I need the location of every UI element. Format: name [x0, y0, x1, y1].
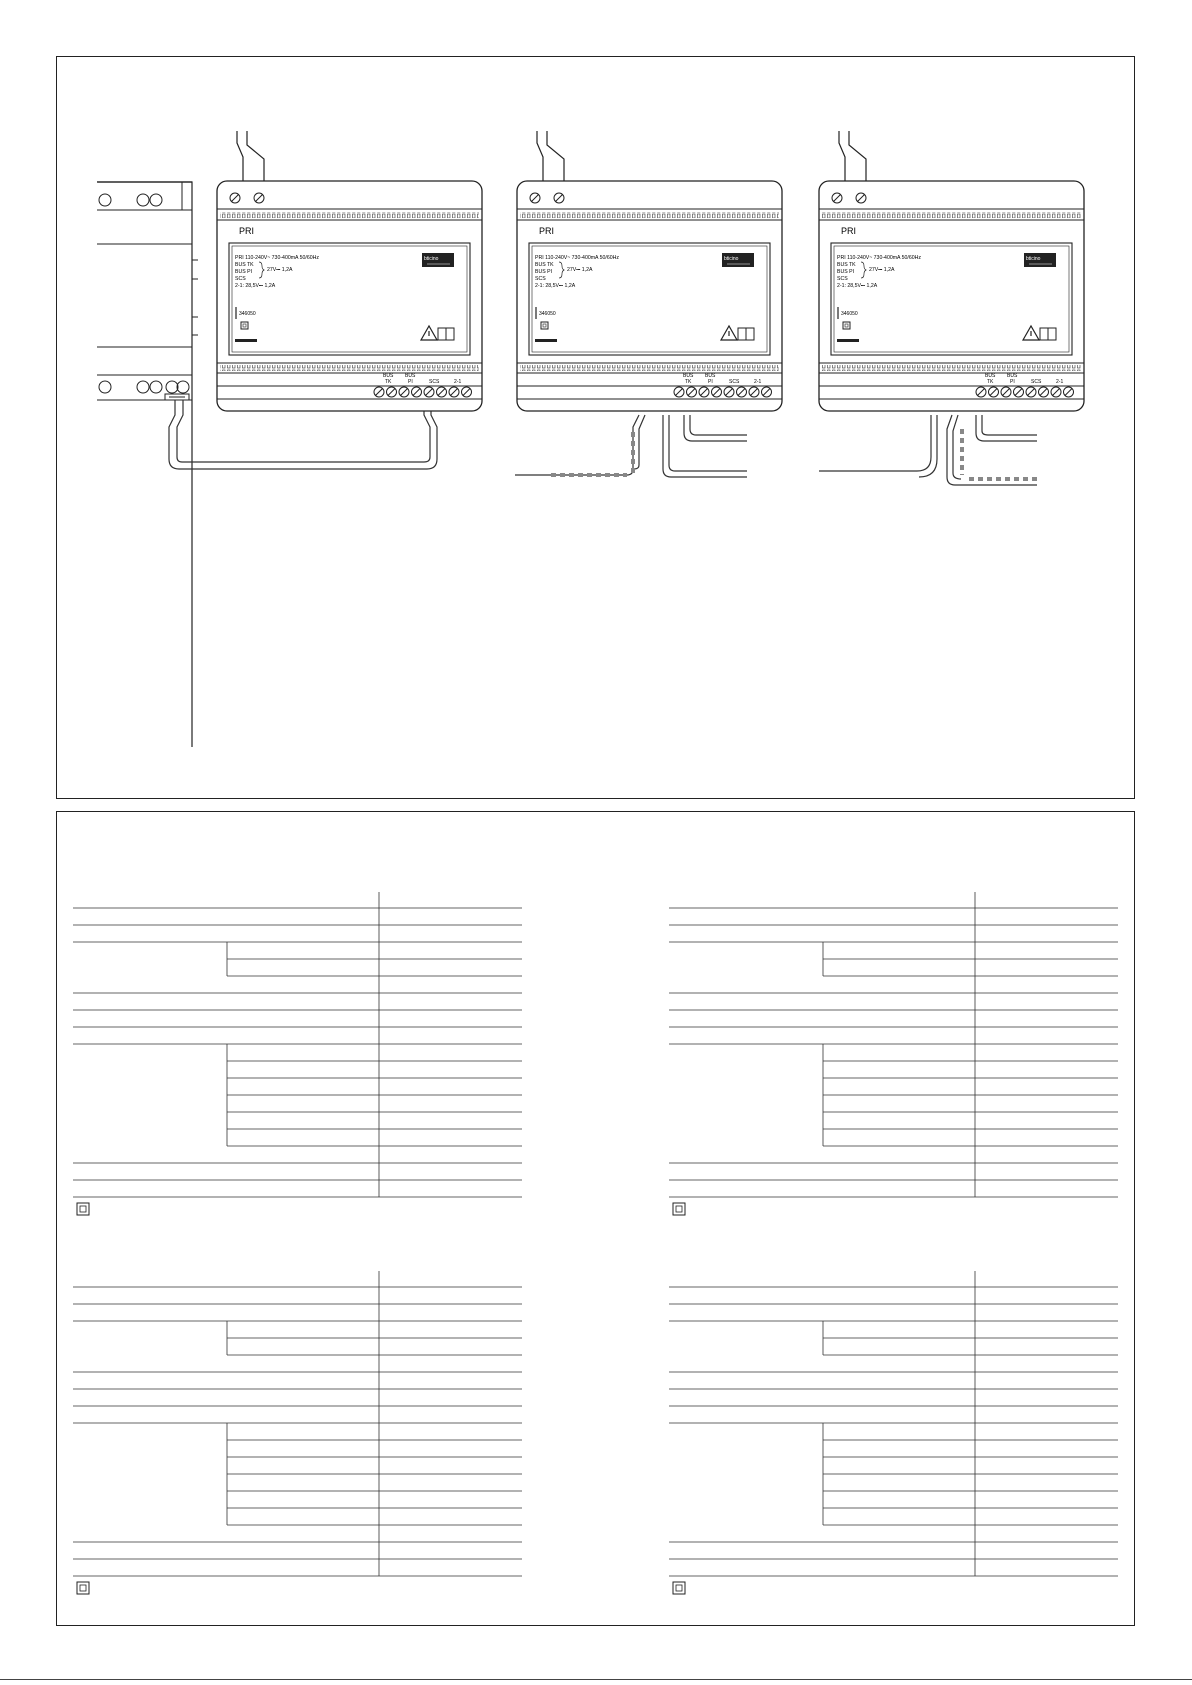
wiring-diagram	[57, 57, 1134, 798]
double-square-icon	[77, 1203, 89, 1215]
spec-text: BUS TK	[535, 262, 554, 268]
terminal-label: SCS	[429, 379, 440, 385]
spec-text: SCS	[535, 276, 546, 282]
spec-text: BUS PI	[535, 269, 553, 275]
spec-text: 2-1: 28,5V⎓ 1,2A	[535, 283, 576, 289]
brand-logo-text: bticino	[1026, 256, 1041, 262]
spec-text: BUS PI	[837, 269, 855, 275]
power-supply-devices	[217, 131, 1084, 411]
technical-data-table	[669, 892, 1118, 1215]
vent-slots	[520, 212, 779, 218]
technical-data-table	[73, 1271, 522, 1594]
pri-label: PRI	[539, 226, 555, 236]
brand-mark	[235, 339, 257, 342]
bus-output-spec: 27V⎓ 1,2A	[267, 267, 293, 273]
product-code: 346050	[539, 311, 556, 317]
power-supply-346050	[217, 131, 482, 411]
double-square-icon	[673, 1203, 685, 1215]
terminal-label: BUS	[705, 373, 716, 379]
brand-mark	[837, 339, 859, 342]
spec-text: 2-1: 28,5V⎓ 1,2A	[235, 283, 276, 289]
terminal-label: 2-1	[1056, 379, 1064, 385]
vent-slots	[220, 365, 479, 371]
adjacent-module	[97, 182, 198, 747]
terminal-label: PI	[1010, 379, 1015, 385]
vent-slots	[220, 212, 479, 218]
terminal-label: 2-1	[454, 379, 462, 385]
technical-data-table	[669, 1271, 1118, 1594]
spec-text: PRI 110-240V~ 730-400mA 50/60Hz	[235, 255, 319, 261]
vent-slots	[822, 365, 1081, 371]
terminal-label: TK	[987, 379, 994, 385]
mains-input-wires	[537, 131, 564, 183]
terminal-label: SCS	[729, 379, 740, 385]
terminal-label: BUS	[985, 373, 996, 379]
technical-data-panel	[56, 811, 1135, 1626]
terminal-label: SCS	[1031, 379, 1042, 385]
double-square-icon	[673, 1582, 685, 1594]
power-supply-346050	[819, 131, 1084, 411]
brand-logo-text: bticino	[724, 256, 739, 262]
bus-output-spec: 27V⎓ 1,2A	[567, 267, 593, 273]
bus-output-spec: 27V⎓ 1,2A	[869, 267, 895, 273]
power-supply-346050	[517, 131, 782, 411]
page-bottom-rule	[0, 1679, 1192, 1680]
double-square-icon	[77, 1582, 89, 1594]
wiring-diagram-panel	[56, 56, 1135, 799]
terminal-label: PI	[708, 379, 713, 385]
brand-logo-text: bticino	[424, 256, 439, 262]
terminal-label: 2-1	[754, 379, 762, 385]
spec-text: 2-1: 28,5V⎓ 1,2A	[837, 283, 878, 289]
terminal-label: BUS	[683, 373, 694, 379]
vent-slots	[520, 365, 779, 371]
terminal-label: TK	[685, 379, 692, 385]
product-code: 346050	[841, 311, 858, 317]
spec-text: BUS TK	[837, 262, 856, 268]
spec-text: SCS	[837, 276, 848, 282]
pri-label: PRI	[239, 226, 255, 236]
pri-label: PRI	[841, 226, 857, 236]
product-code: 346050	[239, 311, 256, 317]
brand-mark	[535, 339, 557, 342]
technical-data-table	[73, 892, 522, 1215]
spec-text: SCS	[235, 276, 246, 282]
vent-slots	[822, 212, 1081, 218]
spec-text: PRI 110-240V~ 730-400mA 50/60Hz	[837, 255, 921, 261]
terminal-label: BUS	[383, 373, 394, 379]
mains-input-wires	[839, 131, 866, 183]
terminal-label: PI	[408, 379, 413, 385]
output-wiring	[515, 415, 1037, 485]
spec-text: BUS TK	[235, 262, 254, 268]
terminal-label: BUS	[1007, 373, 1018, 379]
terminal-label: BUS	[405, 373, 416, 379]
spec-text: BUS PI	[235, 269, 253, 275]
technical-data-tables	[57, 812, 1134, 1625]
mains-input-wires	[237, 131, 264, 183]
terminal-label: TK	[385, 379, 392, 385]
spec-text: PRI 110-240V~ 730-400mA 50/60Hz	[535, 255, 619, 261]
